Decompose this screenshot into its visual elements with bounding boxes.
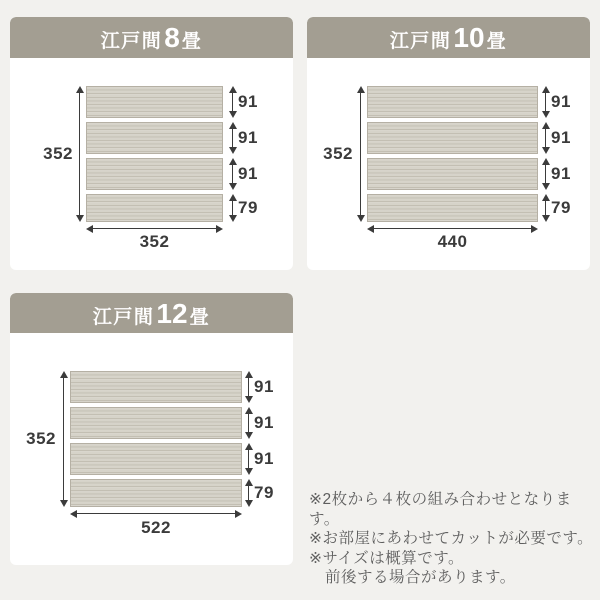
vertical-dimension-arrow-icon [356, 86, 365, 222]
panel-title-number: 10 [453, 22, 485, 53]
strip-height-label: 91 [551, 164, 571, 183]
footnotes [309, 490, 594, 588]
strip-height-arrow-icon [541, 194, 550, 222]
arrow-shaft [89, 228, 220, 230]
mat-strip [367, 194, 538, 222]
footnote-line: 前後する場合があります。 [325, 569, 516, 586]
footnote-line: ※サイズは概算です。 [309, 549, 465, 567]
mat-strip [86, 194, 223, 222]
strip-height-arrow-icon [244, 479, 253, 507]
arrow-shaft [232, 161, 234, 187]
strip-height-label: 91 [551, 128, 571, 147]
strip-height-label: 91 [238, 128, 258, 147]
strip-height-arrow-icon [228, 158, 237, 190]
strip-height-arrow-icon [244, 371, 253, 403]
arrow-shaft [360, 89, 362, 219]
panel-title-suffix: 畳 [486, 31, 508, 52]
vertical-dimension-arrow-icon [75, 86, 84, 222]
arrow-shaft [248, 482, 250, 504]
panel-title-prefix: 江戸間 [389, 31, 452, 52]
strip-height-label: 91 [238, 164, 258, 183]
mat-strip [86, 158, 223, 190]
strip-height-label: 79 [254, 483, 274, 502]
arrow-shaft [545, 161, 547, 187]
arrow-shaft [232, 125, 234, 151]
strip-height-label: 91 [551, 92, 571, 111]
bottom-width-label: 440 [437, 232, 468, 251]
strip-height-label: 91 [254, 413, 274, 432]
footnote-line: ※2枚から４枚の組み合わせとなります。 [309, 491, 572, 528]
panel-title-prefix: 江戸間 [92, 307, 155, 328]
mat-strip [86, 86, 223, 118]
panel-edoma-12 [10, 293, 293, 565]
vertical-dimension-arrow-icon [59, 371, 68, 507]
arrow-shaft [248, 446, 250, 472]
side-height-label: 352 [26, 429, 56, 448]
mat-strip [86, 122, 223, 154]
horizontal-dimension-arrow-icon [70, 509, 242, 518]
arrow-shaft [232, 89, 234, 115]
panel-edoma-10 [307, 17, 590, 270]
mat-strip [70, 407, 242, 439]
panel-title-suffix: 畳 [181, 31, 203, 52]
mat-strip [70, 443, 242, 475]
arrow-shaft [545, 89, 547, 115]
strip-height-label: 91 [254, 449, 274, 468]
panel-title-number: 12 [156, 298, 188, 329]
strip-height-arrow-icon [244, 443, 253, 475]
mat-strip [367, 122, 538, 154]
side-height-label: 352 [323, 144, 353, 163]
arrow-shaft [73, 513, 239, 515]
arrow-shaft [248, 374, 250, 400]
mat-strip [70, 371, 242, 403]
strip-height-arrow-icon [244, 407, 253, 439]
panel-title-prefix: 江戸間 [100, 31, 163, 52]
mat-strip [367, 158, 538, 190]
bottom-width-label: 352 [139, 232, 170, 251]
strip-height-label: 79 [238, 198, 258, 217]
panel-title-number: 8 [164, 22, 180, 53]
mat-strip [70, 479, 242, 507]
bottom-width-label: 522 [141, 518, 171, 537]
strip-height-label: 79 [551, 198, 571, 217]
arrow-shaft [248, 410, 250, 436]
footnote-line: ※お部屋にあわせてカットが必要です。 [309, 530, 594, 547]
arrow-shaft [79, 89, 81, 219]
arrow-shaft [545, 197, 547, 219]
side-height-label: 352 [43, 144, 73, 163]
arrow-shaft [545, 125, 547, 151]
size-diagram-10 [307, 17, 590, 270]
strip-height-arrow-icon [228, 122, 237, 154]
panel-title-suffix: 畳 [189, 307, 211, 328]
mat-strip [367, 86, 538, 118]
size-diagram-8 [10, 17, 293, 270]
strip-height-label: 91 [238, 92, 258, 111]
strip-height-arrow-icon [228, 194, 237, 222]
arrow-shaft [370, 228, 535, 230]
panel-edoma-8 [10, 17, 293, 270]
strip-height-arrow-icon [541, 158, 550, 190]
strip-height-arrow-icon [541, 122, 550, 154]
arrow-shaft [232, 197, 234, 219]
size-diagram-12 [10, 293, 293, 565]
strip-height-arrow-icon [541, 86, 550, 118]
strip-height-arrow-icon [228, 86, 237, 118]
arrow-shaft [63, 374, 65, 504]
strip-height-label: 91 [254, 377, 274, 396]
